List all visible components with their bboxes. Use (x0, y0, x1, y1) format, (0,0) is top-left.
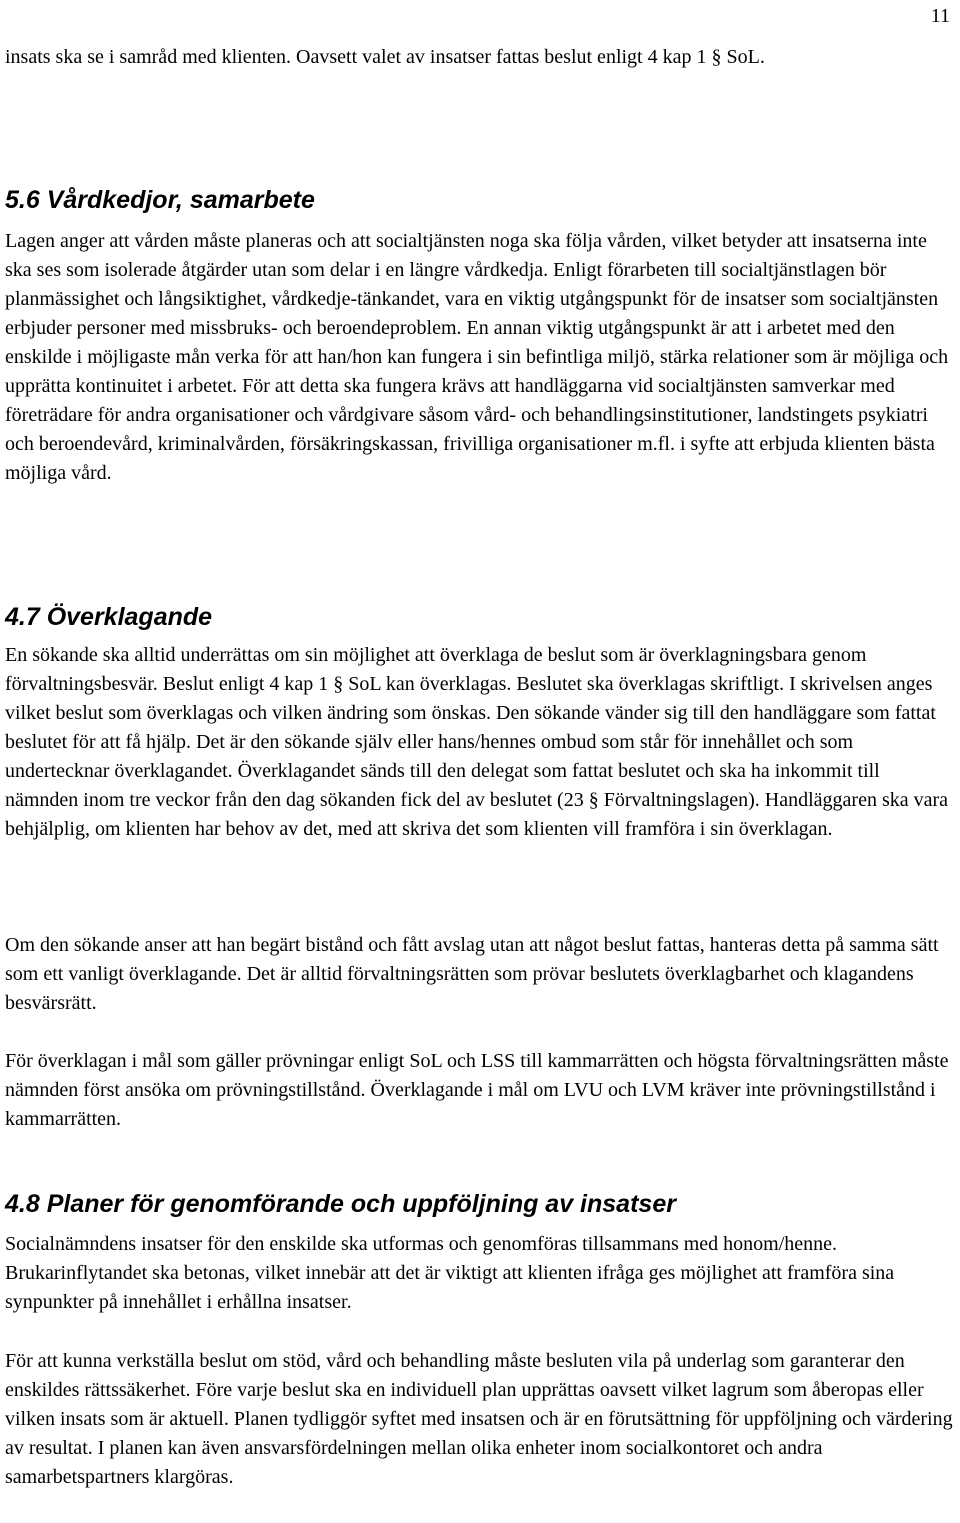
page-number: 11 (930, 5, 950, 27)
section-4-8-paragraph-2: För att kunna verkställa beslut om stöd, vård och behandling måste besluten vila på underlag som garanterar den enskildes rättssäkerhet. Före varje beslut ska en individuell plan upprättas oavsett vilket lagrum som åberopas eller vilken insats som är aktuell. Planen tydliggör syftet med insatsen och är en förutsättning för uppföljning och värdering av resultat. I planen kan även ansvarsfördelningen mellan olika enheter inom socialkontoret och andra samarbetspartners klargöras. (5, 1350, 953, 1488)
section-4-8-paragraph-1: Socialnämndens insatser för den enskilde ska utformas och genomföras tillsammans med honom/henne. Brukarinflytandet ska betonas, vilket innebär att det är viktigt att klienten ifråga ges möjlighet att framföra sina synpunkter på innehållet i erhållna insatser. (5, 1233, 895, 1313)
section-heading-4-7: 4.7 Överklagande (5, 603, 213, 631)
section-heading-5-6: 5.6 Vårdkedjor, samarbete (5, 186, 315, 214)
intro-paragraph: insats ska se i samråd med klienten. Oavsett valet av insatser fattas beslut enligt 4 kap 1 § SoL. (5, 46, 765, 68)
section-4-7-paragraph-1: En sökande ska alltid underrättas om sin möjlighet att överklaga de beslut som är överklagningsbara genom förvaltningsbesvär. Beslut enligt 4 kap 1 § SoL kan överklagas. Beslutet ska överklagas skriftligt. I skrivelsen anges vilket beslut som överklagas och vilken ändring som önskas. Den sökande vänder sig till den handläggare som fattat beslutet för att få hjälp. Det är den sökande själv eller hans/hennes ombud som står för innehållet och som undertecknar överklagandet. Överklagandet sänds till den delegat som fattat beslutet och ska ha inkommit till nämnden inom tre veckor från den dag sökanden fick del av beslutet (23 § Förvaltningslagen). Handläggaren ska vara behjälplig, om klienten har behov av det, med att skriva det som klienten vill framföra i sin överklagan. (5, 644, 949, 840)
section-5-6-paragraph: Lagen anger att vården måste planeras och att socialtjänsten noga ska följa vården, vilket betyder att insatserna inte ska ses som isolerade åtgärder utan som delar i en längre vårdkedja. Enligt förarbeten till socialtjänstlagen bör planmässighet och långsiktighet, vårdkedje-tänkandet, vara en viktig utgångspunkt för de insatser som socialtjänsten erbjuder personer med missbruks- och beroendeproblem. En annan viktig utgångspunkt är att i arbetet med den enskilde i möjligaste mån verka för att han/hon kan fungera i sin befintliga miljö, stärka relationer som är möjliga och upprätta kontinuitet i arbetet. För att detta ska fungera krävs att handläggarna vid socialtjänsten samverkar med företrädare för andra organisationer och vårdgivare såsom vård- och behandlingsinstitutioner, landstingets psykiatri och beroendevård, kriminalvården, försäkringskassan, frivilliga organisationer m.fl. i syfte att erbjuda klienten bästa möjliga vård. (5, 230, 949, 484)
section-4-7-paragraph-3: För överklagan i mål som gäller prövningar enligt SoL och LSS till kammarrätten och högsta förvaltningsrätten måste nämnden först ansöka om prövningstillstånd. Överklagande i mål om LVU och LVM kräver inte prövningstillstånd i kammarrätten. (5, 1050, 949, 1130)
section-heading-4-8: 4.8 Planer för genomförande och uppföljning av insatser (5, 1190, 676, 1218)
section-4-7-paragraph-2: Om den sökande anser att han begärt bistånd och fått avslag utan att något beslut fattas, hanteras detta på samma sätt som ett vanligt överklagande. Det är alltid förvaltningsrätten som prövar beslutets överklagbarhet och klagandens besvärsrätt. (5, 934, 939, 1014)
